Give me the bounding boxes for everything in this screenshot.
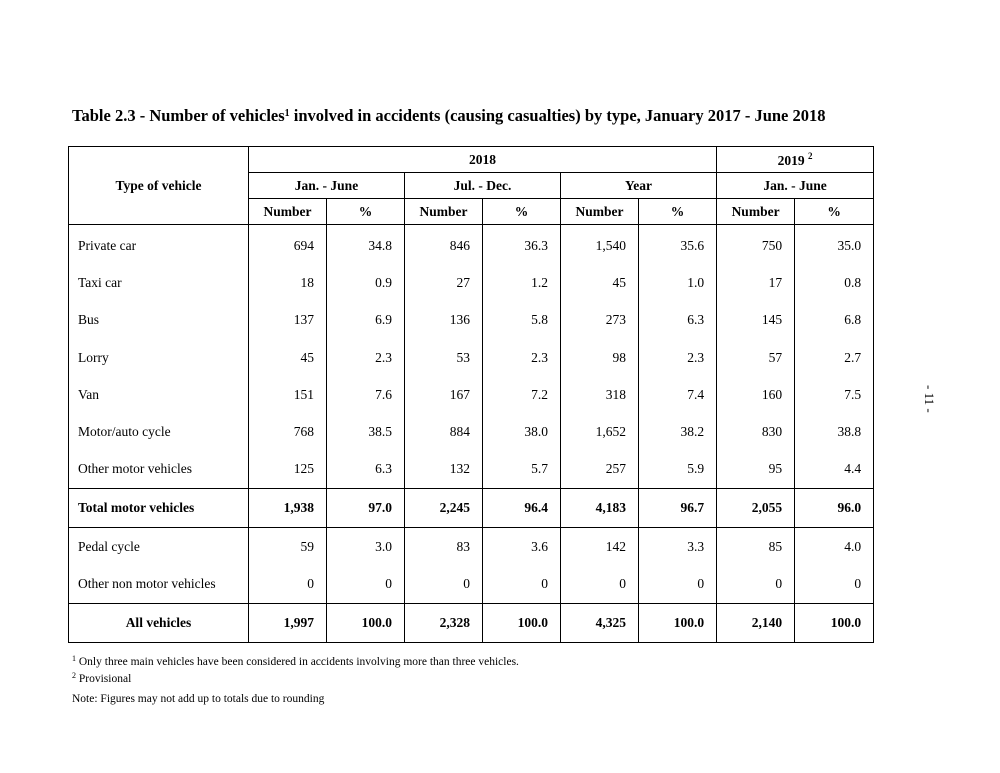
period-header: Jan. - June: [717, 173, 874, 199]
percent-cell: 35.0: [795, 225, 874, 265]
table-row: [69, 603, 874, 642]
percent-cell: 4.4: [795, 451, 874, 489]
table-row: [69, 451, 874, 489]
percent-column-header: %: [795, 199, 874, 225]
year-2019-header: [717, 147, 874, 173]
number-cell: 167: [405, 376, 483, 413]
number-cell: 257: [561, 451, 639, 489]
percent-cell: 0.9: [327, 264, 405, 301]
number-cell: 137: [249, 302, 327, 339]
row-label: Bus: [69, 302, 249, 339]
percent-cell: 96.4: [483, 489, 561, 528]
percent-cell: 3.0: [327, 528, 405, 566]
percent-cell: 96.0: [795, 489, 874, 528]
number-cell: 1,540: [561, 225, 639, 265]
year-2018-header: 2018: [249, 147, 717, 173]
number-cell: 273: [561, 302, 639, 339]
number-cell: 2,245: [405, 489, 483, 528]
number-cell: 768: [249, 413, 327, 450]
footnote-2-text: Provisional: [78, 673, 132, 685]
number-cell: 0: [561, 565, 639, 603]
table-row: [69, 489, 874, 528]
percent-cell: 6.3: [639, 302, 717, 339]
table-row: [69, 528, 874, 566]
percent-cell: 1.0: [639, 264, 717, 301]
table-row: [69, 413, 874, 450]
number-cell: 2,055: [717, 489, 795, 528]
percent-cell: 0: [795, 565, 874, 603]
number-cell: 4,325: [561, 603, 639, 642]
number-cell: 830: [717, 413, 795, 450]
row-label: Pedal cycle: [69, 528, 249, 566]
percent-cell: 3.6: [483, 528, 561, 566]
percent-cell: 34.8: [327, 225, 405, 265]
number-column-header: Number: [717, 199, 795, 225]
number-cell: 145: [717, 302, 795, 339]
year-2019-footnote-ref: 2: [808, 150, 813, 161]
number-column-header: Number: [561, 199, 639, 225]
table-row: [69, 225, 874, 265]
percent-cell: 0: [483, 565, 561, 603]
percent-cell: 38.2: [639, 413, 717, 450]
number-cell: 95: [717, 451, 795, 489]
number-cell: 125: [249, 451, 327, 489]
period-header: Year: [561, 173, 717, 199]
table-title: [72, 106, 826, 126]
percent-column-header: %: [327, 199, 405, 225]
number-column-header: Number: [249, 199, 327, 225]
number-column-header: Number: [405, 199, 483, 225]
number-cell: 83: [405, 528, 483, 566]
number-cell: 694: [249, 225, 327, 265]
row-label: Other non motor vehicles: [69, 565, 249, 603]
percent-cell: 38.0: [483, 413, 561, 450]
percent-cell: 100.0: [327, 603, 405, 642]
number-cell: 17: [717, 264, 795, 301]
table-row: [69, 565, 874, 603]
percent-cell: 4.0: [795, 528, 874, 566]
row-label: Lorry: [69, 339, 249, 376]
percent-cell: 38.8: [795, 413, 874, 450]
footnote-1-marker: 1: [72, 654, 76, 663]
row-label: Motor/auto cycle: [69, 413, 249, 450]
percent-cell: 0.8: [795, 264, 874, 301]
percent-cell: 100.0: [639, 603, 717, 642]
percent-column-header: %: [639, 199, 717, 225]
number-cell: 136: [405, 302, 483, 339]
number-cell: 318: [561, 376, 639, 413]
percent-cell: 5.9: [639, 451, 717, 489]
percent-cell: 5.8: [483, 302, 561, 339]
number-cell: 884: [405, 413, 483, 450]
row-label: All vehicles: [69, 603, 249, 642]
percent-cell: 2.7: [795, 339, 874, 376]
number-cell: 2,328: [405, 603, 483, 642]
percent-column-header: %: [483, 199, 561, 225]
number-cell: 85: [717, 528, 795, 566]
number-cell: 846: [405, 225, 483, 265]
number-cell: 57: [717, 339, 795, 376]
number-cell: 132: [405, 451, 483, 489]
percent-cell: 7.5: [795, 376, 874, 413]
number-cell: 1,652: [561, 413, 639, 450]
percent-cell: 35.6: [639, 225, 717, 265]
number-cell: 1,938: [249, 489, 327, 528]
percent-cell: 2.3: [639, 339, 717, 376]
number-cell: 0: [249, 565, 327, 603]
number-cell: 142: [561, 528, 639, 566]
row-label: Other motor vehicles: [69, 451, 249, 489]
title-footnote-ref: 1: [284, 108, 290, 119]
number-cell: 45: [561, 264, 639, 301]
note: Note: Figures may not add up to totals due to rounding: [72, 693, 325, 705]
footnote-1-text: Only three main vehicles have been considered in accidents involving more than three vehicles.: [76, 656, 519, 668]
number-cell: 53: [405, 339, 483, 376]
number-cell: 0: [405, 565, 483, 603]
row-label: Taxi car: [69, 264, 249, 301]
percent-cell: 100.0: [483, 603, 561, 642]
percent-cell: 100.0: [795, 603, 874, 642]
page-number: - 11 -: [922, 385, 937, 413]
table-body: [69, 225, 874, 643]
percent-cell: 96.7: [639, 489, 717, 528]
number-cell: 151: [249, 376, 327, 413]
period-header: Jul. - Dec.: [405, 173, 561, 199]
percent-cell: 6.3: [327, 451, 405, 489]
number-cell: 0: [717, 565, 795, 603]
row-label: Van: [69, 376, 249, 413]
number-cell: 750: [717, 225, 795, 265]
number-cell: 2,140: [717, 603, 795, 642]
percent-cell: 38.5: [327, 413, 405, 450]
percent-cell: 6.8: [795, 302, 874, 339]
table-row: [69, 302, 874, 339]
vehicles-table: [68, 146, 874, 643]
number-cell: 4,183: [561, 489, 639, 528]
footnote-2: [72, 671, 131, 685]
number-cell: 27: [405, 264, 483, 301]
percent-cell: 7.2: [483, 376, 561, 413]
year-2019-label: 2019: [777, 152, 805, 168]
title-prefix: Table 2.3 - Number of vehicles: [72, 106, 285, 125]
row-label: Total motor vehicles: [69, 489, 249, 528]
table-row: [69, 339, 874, 376]
row-label: Private car: [69, 225, 249, 265]
number-cell: 160: [717, 376, 795, 413]
footnote-2-marker: 2: [72, 671, 76, 680]
percent-cell: 5.7: [483, 451, 561, 489]
percent-cell: 3.3: [639, 528, 717, 566]
percent-cell: 7.4: [639, 376, 717, 413]
title-suffix: involved in accidents (causing casualties) by type, January 2017 - June 2018: [289, 106, 826, 125]
table-row: [69, 376, 874, 413]
footnote-1: [72, 654, 519, 668]
percent-cell: 7.6: [327, 376, 405, 413]
percent-cell: 97.0: [327, 489, 405, 528]
percent-cell: 2.3: [483, 339, 561, 376]
number-cell: 45: [249, 339, 327, 376]
percent-cell: 1.2: [483, 264, 561, 301]
number-cell: 59: [249, 528, 327, 566]
number-cell: 1,997: [249, 603, 327, 642]
percent-cell: 0: [327, 565, 405, 603]
period-header: Jan. - June: [249, 173, 405, 199]
percent-cell: 6.9: [327, 302, 405, 339]
percent-cell: 0: [639, 565, 717, 603]
number-cell: 98: [561, 339, 639, 376]
percent-cell: 36.3: [483, 225, 561, 265]
table-header: [69, 147, 874, 225]
percent-cell: 2.3: [327, 339, 405, 376]
type-of-vehicle-header: Type of vehicle: [69, 147, 249, 225]
number-cell: 18: [249, 264, 327, 301]
table-row: [69, 264, 874, 301]
